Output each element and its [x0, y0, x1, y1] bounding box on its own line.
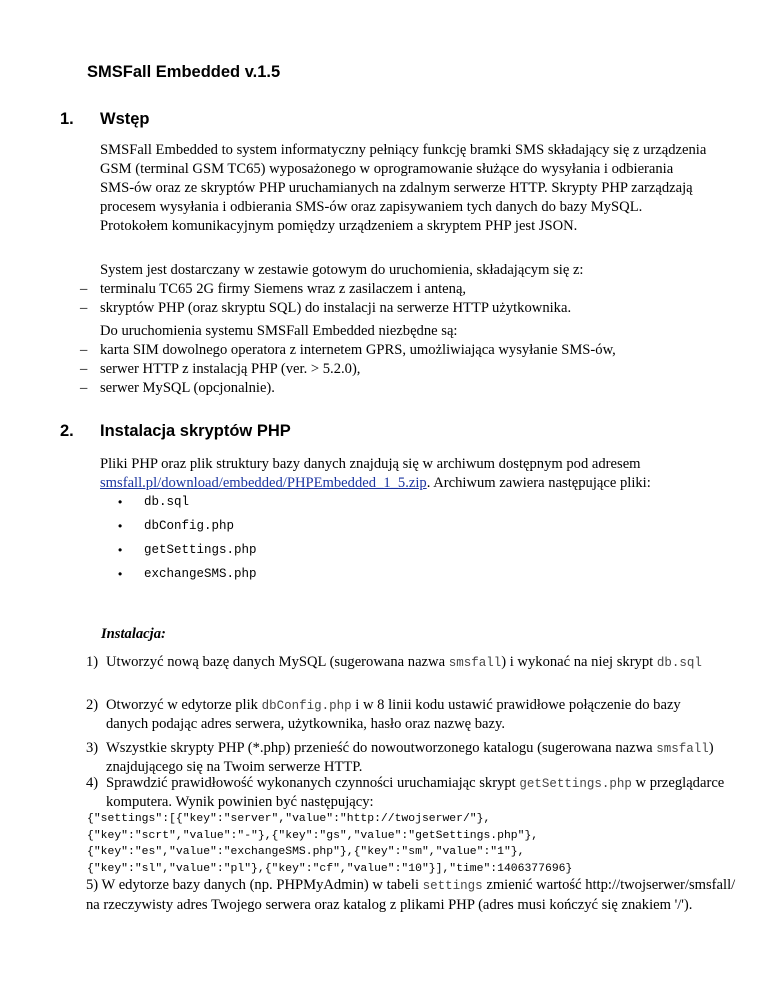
code-db-sql: db.sql — [656, 656, 702, 670]
document-title: SMSFall Embedded v.1.5 — [87, 63, 281, 81]
step-text-part: w przeglądarce komputera. Wynik powinien być następujący: — [106, 775, 725, 810]
step-text-part: Otworzyć w edytorze plik — [106, 697, 262, 713]
step-text-part: Utworzyć nową bazę danych MySQL (sugerowana nazwa — [106, 654, 449, 670]
section-2-heading — [60, 422, 291, 441]
kit-paragraph: System jest dostarczany w zestawie gotowym do uruchomienia, składającym się z: — [100, 262, 584, 278]
code-smsfall: smsfall — [656, 742, 709, 756]
code-line: {"key":"es","value":"exchangeSMS.php"},{"key":"sm","value":"1"}, — [87, 846, 525, 858]
step-text-part: 5) W edytorze bazy danych (np. PHPMyAdmin) w tabeli — [86, 877, 423, 893]
archive-text: Pliki PHP oraz plik struktury bazy danych znajdują się w archiwum dostępnym pod adresem — [100, 456, 641, 472]
step-number: 2) — [86, 697, 99, 713]
step-number: 3) — [86, 740, 99, 756]
code-smsfall: smsfall — [448, 656, 502, 670]
step-text — [106, 739, 726, 776]
section-1-heading — [60, 110, 150, 129]
list-item: – terminalu TC65 2G firmy Siemens wraz z zasilaczem i anteną, — [80, 280, 571, 299]
step-number: 4) — [86, 775, 99, 791]
code-line: {"key":"scrt","value":"-"},{"key":"gs","value":"getSettings.php"}, — [87, 829, 539, 842]
list-item: – skryptów PHP (oraz skryptu SQL) do instalacji na serwerze HTTP użytkownika. — [80, 299, 571, 318]
step-number: 1) — [86, 654, 99, 670]
step-text-part: ) znajdującego się na Twoim serwerze HTTP. — [106, 740, 714, 775]
list-item: – serwer HTTP z instalacją PHP (ver. > 5.2.0), — [80, 360, 616, 379]
file-item: • db.sql — [118, 493, 257, 517]
install-step-4 — [86, 774, 736, 811]
step-text — [106, 774, 736, 811]
file-item: • getSettings.php — [118, 541, 257, 565]
section-2-title: Instalacja skryptów PHP — [100, 422, 291, 440]
code-line: {"key":"sl","value":"pl"},{"key":"cf","value":"10"}],"time":1406377696} — [87, 862, 573, 875]
archive-text-end: . Archiwum zawiera następujące pliki: — [426, 475, 651, 491]
install-step-2 — [86, 696, 726, 733]
step-text-part: zmienić wartość http://twojserwer/smsfall/ na rzeczywisty adres Twojego serwera oraz katalog z plikami PHP (adres musi kończyć się znakiem '/'). — [86, 877, 736, 913]
list-item: – serwer MySQL (opcjonalnie). — [80, 379, 616, 398]
install-step-1 — [86, 653, 726, 672]
code-getsettings: getSettings.php — [519, 777, 632, 791]
step-text-part: Wszystkie skrypty PHP (*.php) przenieść do nowoutworzonego katalogu (sugerowana nazwa — [106, 740, 657, 756]
requirements-list — [80, 341, 616, 398]
step-text-part: Sprawdzić prawidłowość wykonanych czynności uruchamiając skrypt — [106, 775, 520, 791]
step-text — [106, 696, 726, 733]
step-text — [106, 653, 726, 672]
file-item: • exchangeSMS.php — [118, 565, 257, 589]
code-line: {"settings":[{"key":"server","value":"http://twojserwer/"}, — [87, 813, 491, 825]
list-item: – karta SIM dowolnego operatora z internetem GPRS, umożliwiająca wysyłanie SMS-ów, — [80, 341, 616, 360]
file-list — [118, 493, 257, 589]
json-output-example — [87, 811, 572, 877]
code-dbconfig: dbConfig.php — [261, 699, 352, 713]
archive-download-link[interactable]: smsfall.pl/download/embedded/PHPEmbedded_1_5.zip — [100, 475, 427, 491]
kit-list — [80, 280, 571, 318]
install-step-3 — [86, 739, 726, 776]
section-1-number: 1. — [60, 110, 74, 128]
step-text-part: i w 8 linii kodu ustawić prawidłowe połączenie do bazy danych podając adres serwera, użytkownika, hasło oraz nazwę bazy. — [106, 697, 681, 732]
installation-heading: Instalacja: — [101, 626, 166, 642]
archive-paragraph — [100, 455, 720, 493]
code-settings: settings — [422, 879, 483, 893]
install-step-5 — [86, 876, 736, 915]
step-text-part: ) i wykonać na niej skrypt — [501, 654, 657, 670]
section-1-title: Wstęp — [100, 110, 150, 128]
requirements-paragraph: Do uruchomienia systemu SMSFall Embedded niezbędne są: — [100, 323, 458, 339]
section-2-number: 2. — [60, 422, 74, 440]
intro-paragraph: SMSFall Embedded to system informatyczny pełniący funkcję bramki SMS składający się z urządzenia GSM (terminal GSM TC65) wyposażonego w oprogramowanie służące do wysyłania i odbierania SMS-ów oraz ze skryptów PHP uruchamianych na zdalnym serwerze HTTP. Skrypty PHP zarządzają procesem wysyłania i odbierania SMS-ów oraz zapisywaniem tych danych do bazy MySQL. Protokołem komunikacyjnym pomiędzy urządzeniem a skryptem PHP jest JSON. — [100, 142, 707, 234]
file-item: • dbConfig.php — [118, 517, 257, 541]
